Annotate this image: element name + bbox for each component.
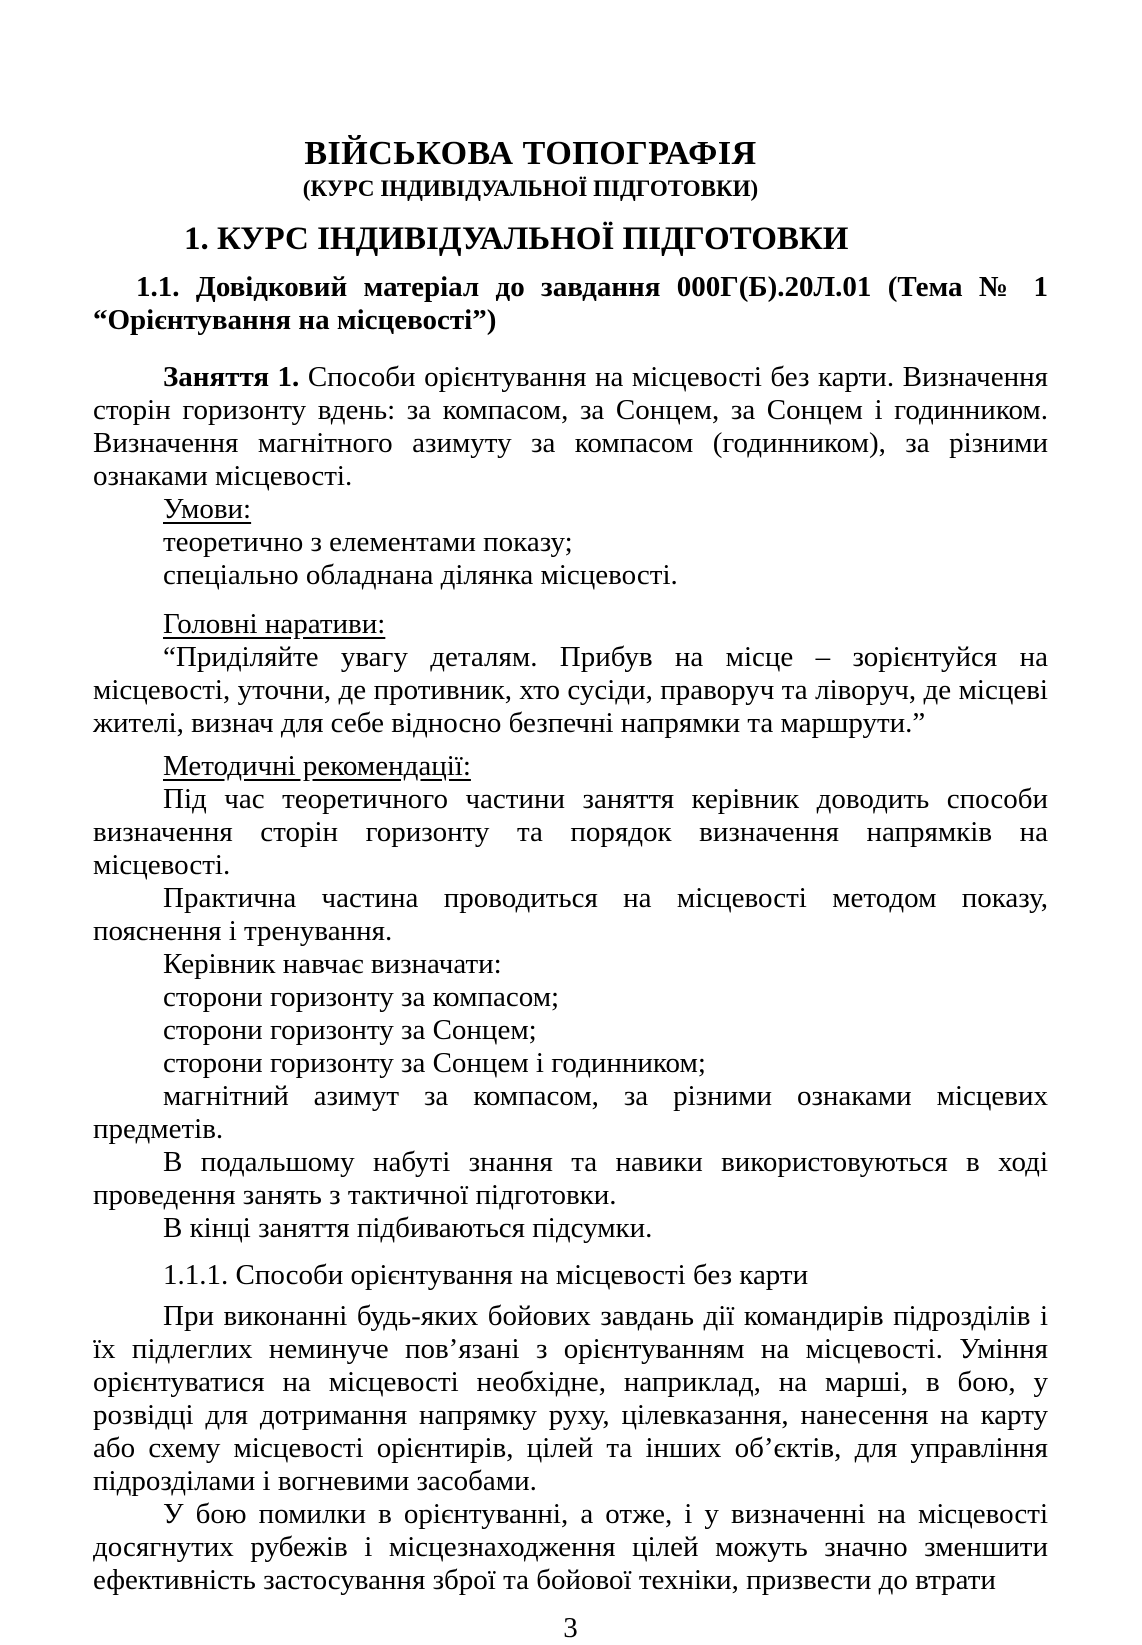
methodology-theory-paragraph: Під час теоретичного частини заняття керівник доводить способи визначення сторін горизонту та порядок визначення напрямків на місцевості. xyxy=(93,783,1048,881)
methodology-leader-paragraph: Керівник навчає визначати: xyxy=(163,948,502,980)
page-number: 3 xyxy=(563,1612,578,1644)
narratives-quote: “Приділяйте увагу деталям. Прибув на місце – зорієнтуйся на місцевості, уточни, де противник, хто сусіди, праворуч та ліворуч, де місцеві жителі, визнач для себе відносно безпечні напрямки та маршрути.” xyxy=(93,641,1048,739)
skill-item-azimuth: магнітний азимут за компасом, за різними ознаками місцевих предметів. xyxy=(93,1080,1048,1145)
methodology-future-paragraph: В подальшому набуті знання та навики використовуються в ході проведення занять з тактичної підготовки. xyxy=(93,1146,1048,1211)
subsection-heading: 1.1. Довідковий матеріал до завдання 000Г(Б).20Л.01 (Тема № 1 “Орієнтування на місцевості”) xyxy=(93,271,1048,336)
lesson-paragraph xyxy=(93,361,1048,493)
section-heading: 1. КУРС ІНДИВІДУАЛЬНОЇ ПІДГОТОВКИ xyxy=(184,221,849,257)
subsubsection-heading: 1.1.1. Способи орієнтування на місцевості без карти xyxy=(163,1259,809,1291)
skill-item-sun-watch: сторони горизонту за Сонцем і годинником; xyxy=(163,1047,706,1079)
skill-item-compass: сторони горизонту за компасом; xyxy=(163,981,560,1013)
document-title: ВІЙСЬКОВА ТОПОГРАФІЯ xyxy=(304,135,757,172)
methodology-summary-paragraph: В кінці заняття підбиваються підсумки. xyxy=(163,1212,653,1244)
narratives-heading-line xyxy=(93,608,1048,641)
lesson-label: Заняття 1. xyxy=(163,361,300,393)
condition-item-theory: теоретично з елементами показу; xyxy=(163,526,573,558)
conditions-heading: Умови: xyxy=(163,493,252,525)
condition-item-terrain: спеціально обладнана ділянка місцевості. xyxy=(163,559,678,591)
skill-item-sun: сторони горизонту за Сонцем; xyxy=(163,1014,537,1046)
document-subtitle: (КУРС ІНДИВІДУАЛЬНОЇ ПІДГОТОВКИ) xyxy=(302,176,759,201)
methodology-heading: Методичні рекомендації: xyxy=(163,750,471,782)
methodology-practice-paragraph: Практична частина проводиться на місцевості методом показу, пояснення і тренування. xyxy=(93,882,1048,947)
lesson-description: Способи орієнтування на місцевості без карти. Визначення сторін горизонту вдень: за компасом, за Сонцем, за Сонцем і годинником. Визначення магнітного азимуту за компасом (годинником), за різними ознаками місцевості. xyxy=(93,361,1048,492)
orientation-importance-paragraph: При виконанні будь-яких бойових завдань дії командирів підрозділів і їх підлеглих неминуче пов’язані з орієнтуванням на місцевості. Уміння орієнтуватися на місцевості необхідне, наприклад, на марші, в бою, у розвідці для дотримання напрямку руху, цілевказання, нанесення на карту або схему місцевості орієнтирів, цілей та інших об’єктів, для управління підрозділами і вогневими засобами. xyxy=(93,1300,1048,1497)
document-header xyxy=(93,134,1048,204)
methodology-heading-line xyxy=(93,750,1048,783)
narratives-heading: Головні наративи: xyxy=(163,608,386,640)
conditions-heading-line xyxy=(93,493,1048,526)
document-footer xyxy=(93,1612,1048,1645)
orientation-errors-paragraph: У бою помилки в орієнтуванні, а отже, і у визначенні на місцевості досягнутих рубежів і місцезнаходження цілей можуть значно зменшити ефективність застосування зброї та бойової техніки, призвести до втрати xyxy=(93,1498,1048,1596)
